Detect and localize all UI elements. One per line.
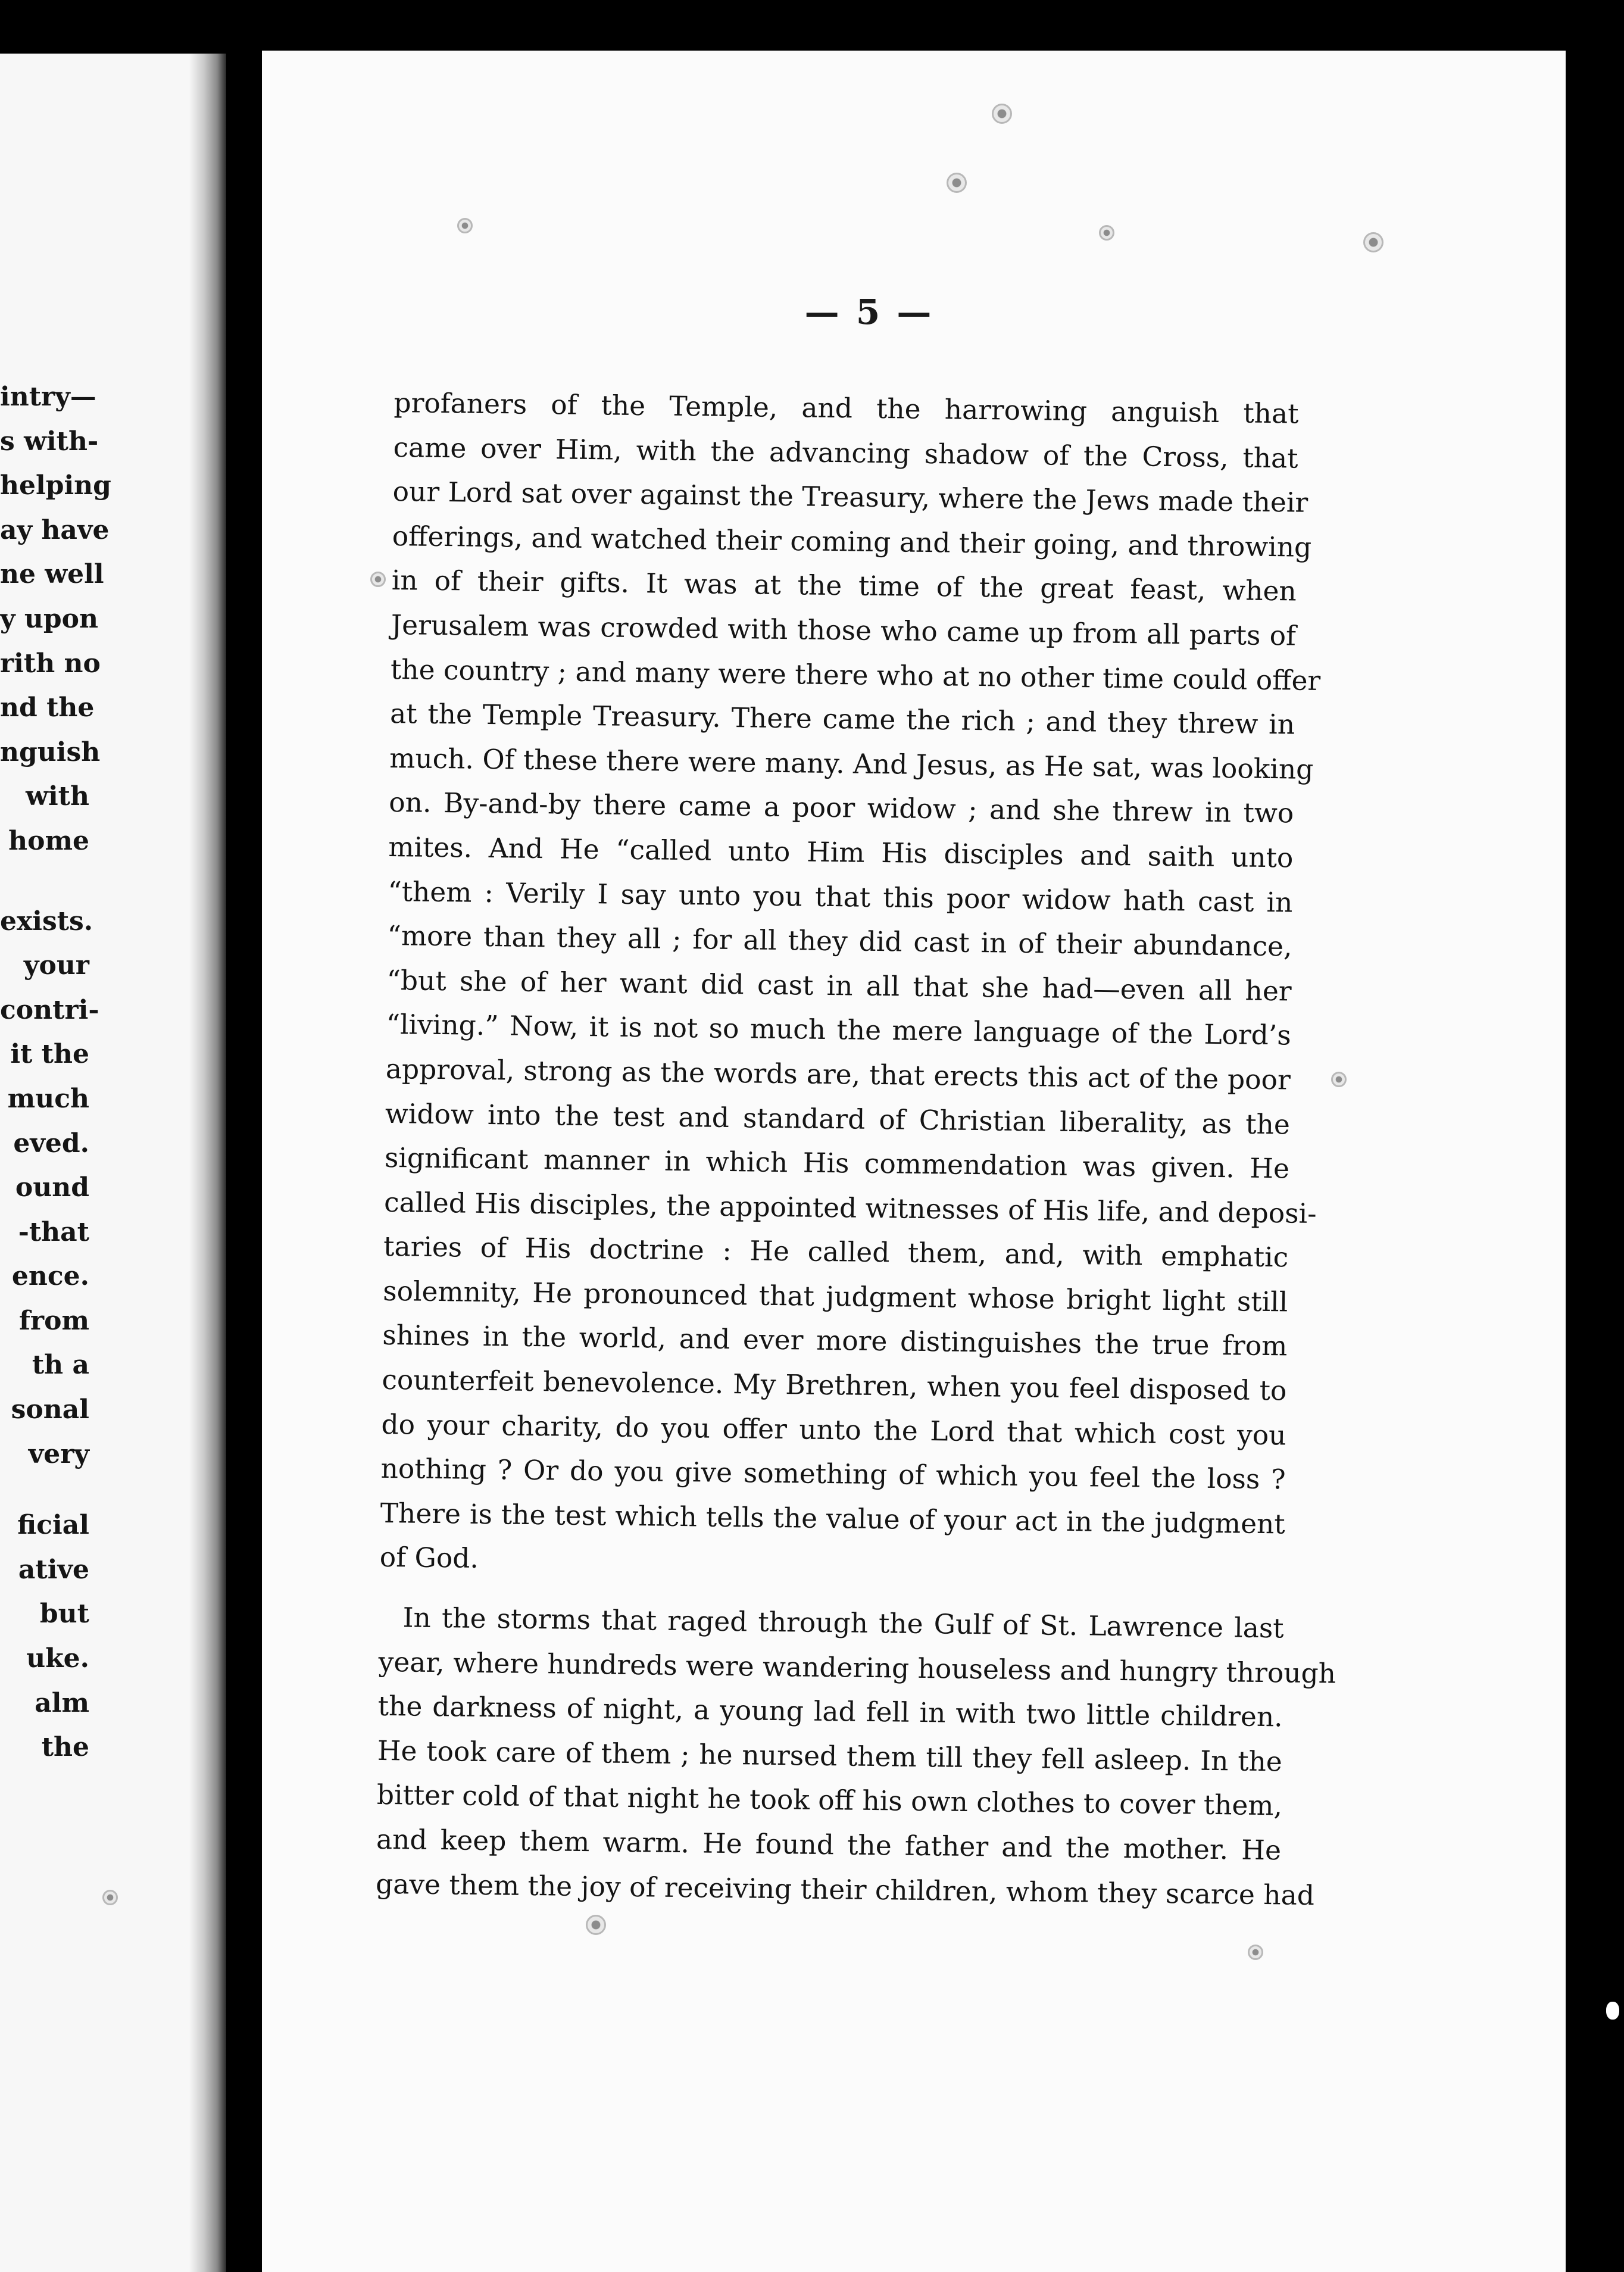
left-line: nguish [0,736,101,767]
left-line: exists. [0,906,93,937]
text-line: came over Him, with the advancing shadow of the Cross, that [393,431,1298,475]
page-edge-border [1566,51,1624,2272]
text-line: the country ; and many were there who at no other time could offer [390,653,1321,697]
left-line: helping [0,470,111,501]
left-line: with [26,781,89,812]
text-line: gave them the joy of receiving their children, whom they scarce had [375,1868,1315,1911]
text-line: shines in the world, and ever more distinguishes the true from [382,1319,1288,1362]
scan-speck [1248,1945,1263,1960]
text-line: There is the test which tells the value of your act in the judgment [380,1497,1285,1540]
text-line: in of their gifts. It was at the time of the great feast, when [391,564,1297,607]
scan-speck [992,104,1012,124]
left-line-gap [0,864,89,900]
scan-speck [586,1915,606,1935]
scan-speck [1606,2002,1619,2020]
text-line: solemnity, He pronounced that judgment whose bright light still [383,1275,1288,1318]
left-line: uke. [26,1643,89,1674]
text-line: counterfeit benevolence. My Brethren, when you feel disposed to [382,1363,1287,1407]
page-body-text [375,381,1336,1918]
left-line: ne well [0,559,104,590]
text-line: significant manner in which His commendation was given. He [384,1141,1290,1185]
text-line: widow into the test and standard of Christian liberality, as the [385,1097,1291,1140]
text-line: of God. [379,1541,479,1575]
book-gutter-shadow [189,54,226,2272]
left-line-gap [0,1477,89,1503]
left-facing-page [0,54,226,2272]
left-line: th a [32,1350,89,1381]
text-line: the darkness of night, a young lad fell in with two little children. [377,1690,1283,1733]
scan-speck [370,572,386,587]
left-line: ative [18,1554,89,1585]
left-line: the [41,1732,89,1763]
left-line: contri- [0,994,99,1025]
left-line: much [7,1083,89,1114]
left-line: ound [15,1172,89,1203]
text-line: called His disciples, the appointed witnesses of His life, and deposi- [383,1186,1317,1229]
left-line: very [28,1438,89,1469]
text-line: “them : Verily I say unto you that this poor widow hath cast in [388,875,1293,919]
text-line: taries of His doctrine : He called them, and, with emphatic [383,1231,1289,1274]
text-line: mites. And He “called unto Him His disciples and saith unto [388,831,1294,874]
left-line: ay have [0,514,110,545]
left-line: alm [35,1687,89,1718]
text-line: on. By-and-by there came a poor widow ; and she threw in two [389,787,1294,829]
scan-speck [1331,1072,1347,1087]
scan-speck [457,218,473,233]
left-page-text [0,375,111,1770]
text-line: nothing ? Or do you give something of which you feel the loss ? [380,1453,1286,1496]
left-line: home [8,825,89,856]
scan-speck [102,1890,118,1905]
text-line: approval, strong as the words are, that erects this act of the poor [385,1053,1291,1096]
text-line: our Lord sat over against the Treasury, where the Jews made their [392,476,1308,519]
left-line: eved. [13,1128,89,1159]
left-line: ficial [17,1510,89,1541]
text-line: profaners of the Temple, and the harrowing anguish that [393,386,1299,430]
text-line: “living.” Now, it is not so much the mere language of the Lord’s [386,1009,1292,1051]
text-line: offerings, and watched their coming and their going, and throwing [392,520,1312,563]
text-line: He took care of them ; he nursed them till they fell asleep. In the [377,1734,1283,1778]
left-line: your [23,950,89,981]
text-line: at the Temple Treasury. There came the rich ; and they threw in [389,698,1295,741]
left-line: ence. [11,1261,89,1292]
text-line: year, where hundreds were wandering houseless and hungry through [378,1646,1336,1690]
text-line: “more than they all ; for all they did cast in of their abundance, [387,920,1292,963]
left-line: y upon [0,603,98,634]
scan-speck [1363,232,1383,252]
left-line: but [39,1599,89,1630]
left-line: rith no [0,648,101,679]
scan-speck [947,173,967,193]
page-number: — 5 — [804,292,934,332]
left-line: s with- [0,426,99,457]
left-line: intry— [0,382,96,412]
text-line: “but she of her want did cast in all that she had—even all her [386,964,1292,1007]
scan-speck [1099,225,1114,241]
left-line: -that [18,1216,89,1247]
left-line: from [18,1305,89,1336]
text-line: In the storms that raged through the Gulf of St. Lawrence last [402,1602,1284,1644]
text-line: bitter cold of that night he took off his own clothes to cover them, [376,1779,1283,1822]
text-line: and keep them warm. He found the father and the mother. He [376,1823,1282,1867]
text-line: Jerusalem was crowded with those who came up from all parts of [391,608,1297,652]
left-line: nd the [0,692,95,723]
left-line: sonal [11,1394,89,1425]
text-line: do your charity, do you offer unto the Lord that which cost you [381,1408,1286,1452]
left-line: it the [10,1039,89,1070]
text-line: much. Of these there were many. And Jesus, as He sat, was looking [389,742,1314,785]
